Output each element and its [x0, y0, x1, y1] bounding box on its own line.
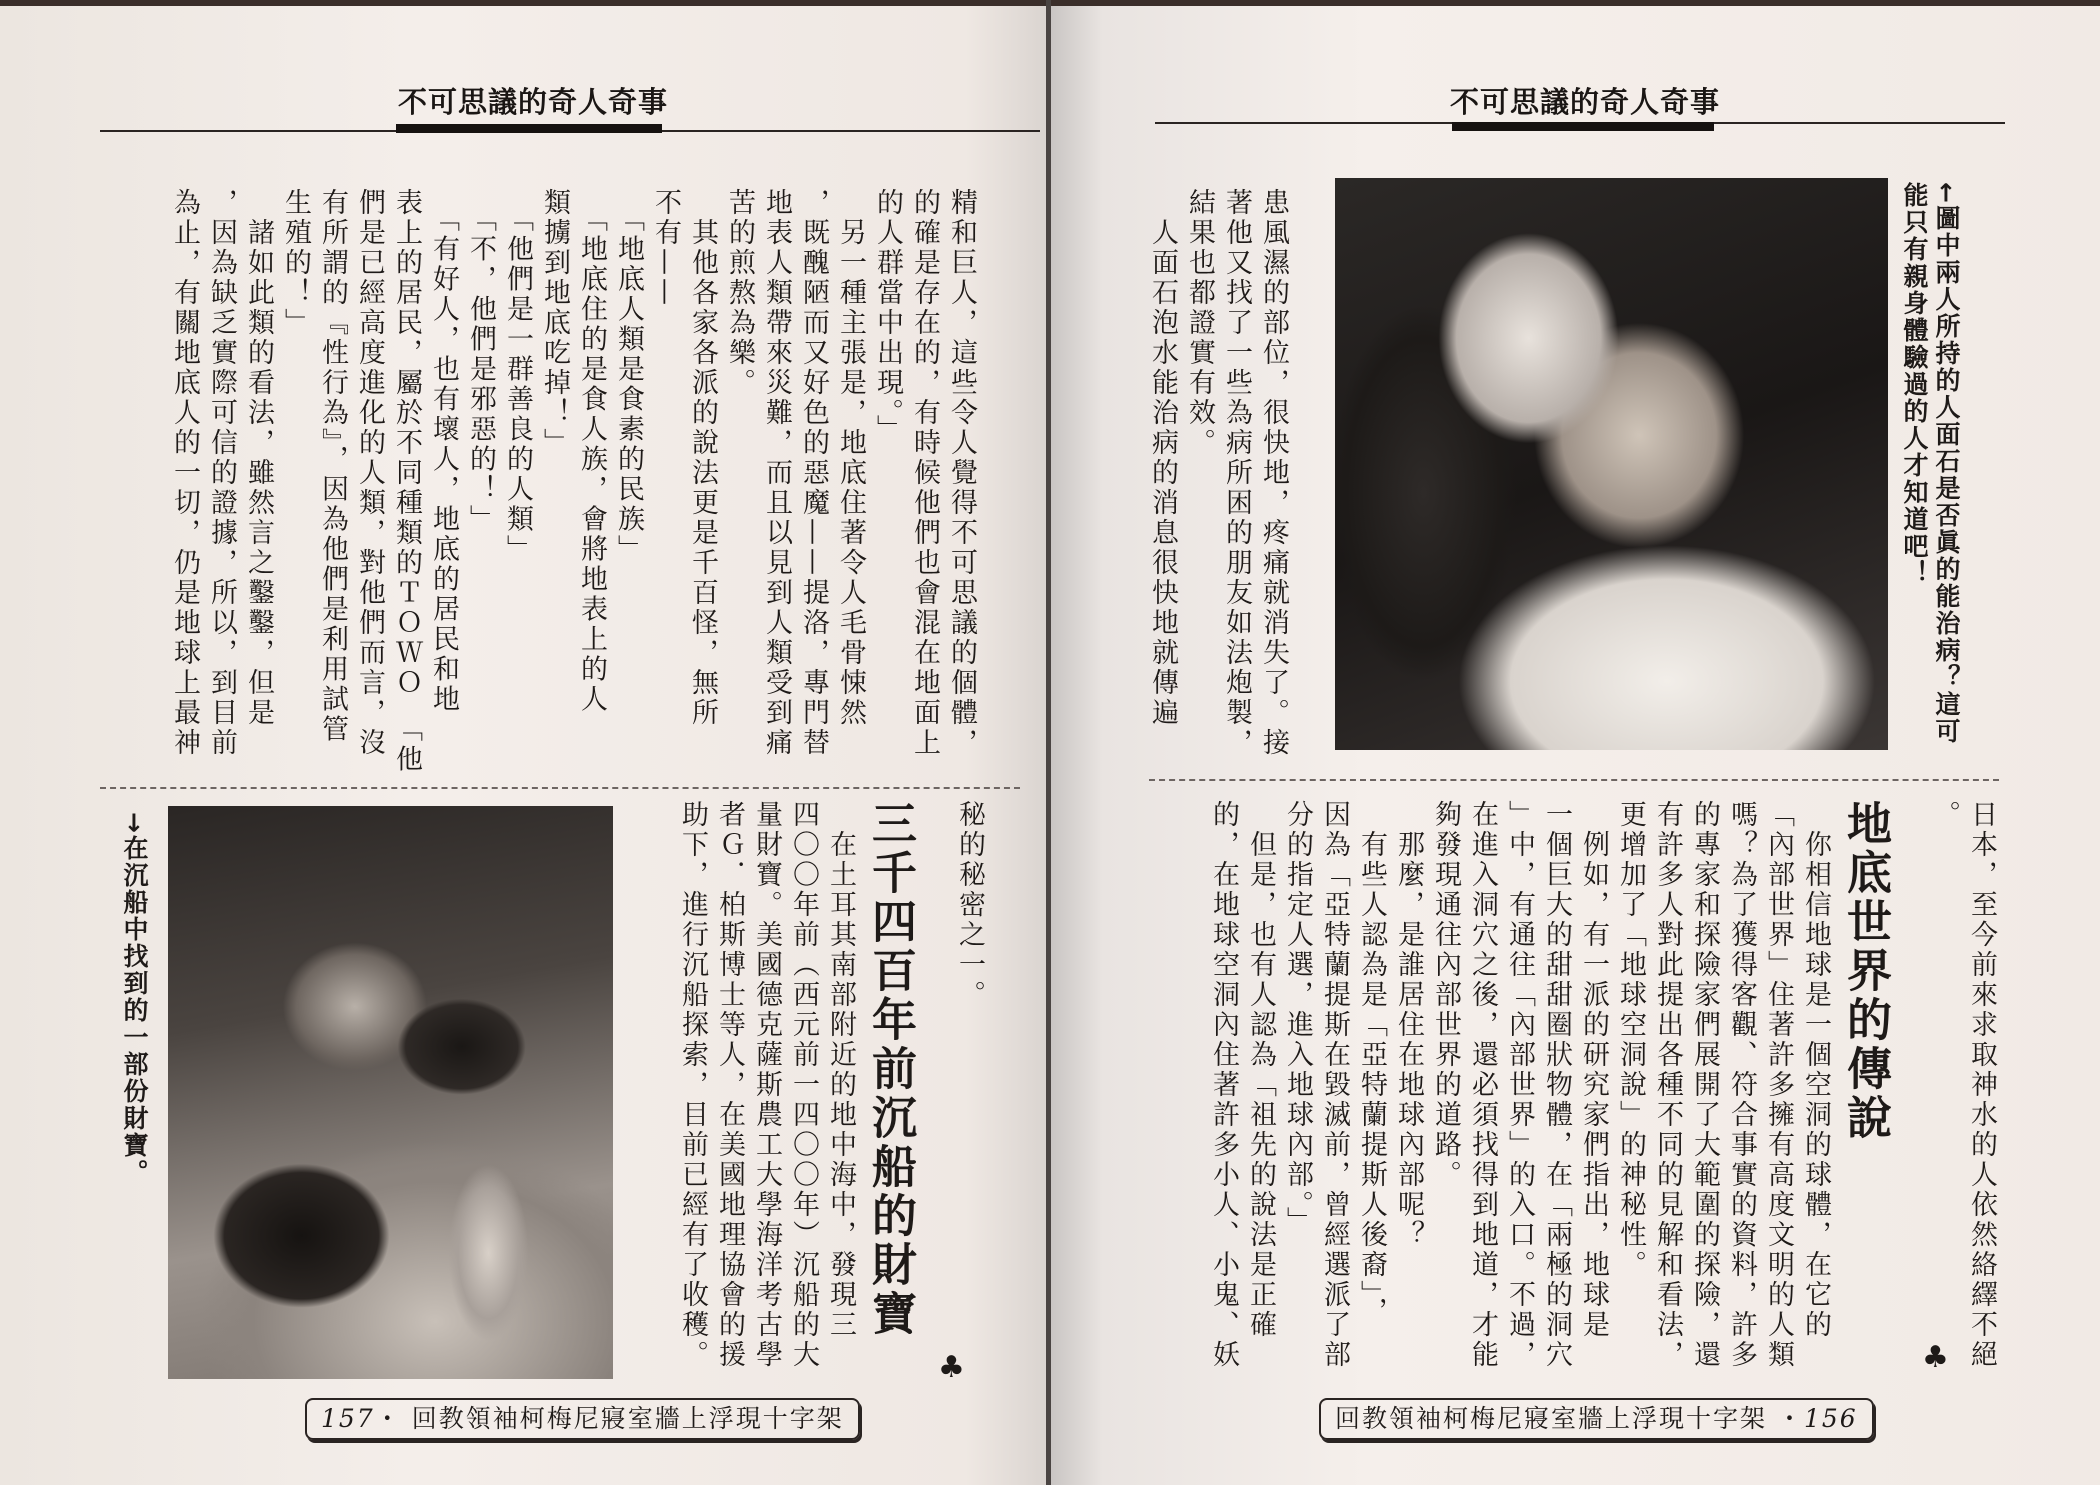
text-column: ，因為缺乏實際可信的證據，所以，到目前	[206, 188, 237, 758]
text-column: 四〇〇年前（西元前一四〇〇年）沉船的大	[788, 800, 819, 1370]
text-column: 者Ｇ．柏斯博士等人，在美國地理協會的援	[714, 800, 745, 1370]
text-column: 「有好人，也有壞人，地底的居民和地	[428, 188, 459, 715]
photo-caption-right	[1898, 182, 1962, 745]
text-column: 人面石泡水能治病的消息很快地就傳遍	[1147, 188, 1178, 728]
text-column: 「他們是一群善良的人類」	[502, 188, 533, 565]
photo-caption-line: 能只有親身體驗過的人才知道吧！	[1900, 182, 1929, 587]
text-column: 的確是存在的，有時候他們也會混在地面上	[909, 188, 940, 758]
text-column: 有所謂的『性行為』，因為他們是利用試管	[317, 188, 348, 745]
page-number: 157	[321, 1404, 375, 1433]
text-column: 精和巨人，這些令人覺得不可思議的個體，	[946, 188, 977, 758]
text-column: 的人群當中出現。」	[872, 188, 903, 445]
text-column: 有些人認為是「亞特蘭提斯人後裔」，	[1356, 800, 1387, 1327]
left-header-bar	[396, 124, 662, 133]
footer-separator: ・	[1776, 1404, 1804, 1433]
photo-caption-left	[118, 812, 150, 1186]
text-column: 嗎？為了獲得客觀、符合事實的資料，許多	[1726, 800, 1757, 1370]
shipwreck-treasure-photo	[168, 806, 613, 1379]
text-column: 量財寶。美國德克薩斯農工大學海洋考古學	[751, 800, 782, 1370]
text-column: 分的指定人選，進入地球內部。」	[1282, 800, 1313, 1237]
chapter-title: 回教領袖柯梅尼寢室牆上浮現十字架	[411, 1404, 844, 1433]
text-column: 類擄到地底吃掉！」	[539, 188, 570, 458]
text-column: 的，在地球空洞內住著許多小人、小鬼、妖	[1208, 800, 1239, 1370]
text-column: 表上的居民，屬於不同種類的ＴＯＷＯ 「他	[391, 188, 422, 775]
text-column: 因為「亞特蘭提斯在毀滅前，曾經選派了部	[1319, 800, 1350, 1370]
text-column: 更增加了「地球空洞說」的神秘性。	[1615, 800, 1646, 1280]
text-column: 「內部世界」住著許多擁有高度文明的人類	[1763, 800, 1794, 1370]
text-column: 在土耳其南部附近的地中海中，發現三	[825, 800, 856, 1340]
text-column: 」中，有通往「內部世界」的入口。不過，	[1504, 800, 1535, 1370]
section-title: 地底世界的傳說	[1839, 800, 1892, 1143]
lead-column: 。	[1929, 800, 1960, 830]
text-column: 諸如此類的看法，雖然言之鑿鑿，但是	[243, 188, 274, 728]
right-header-bar	[1452, 122, 1714, 131]
text-column: 苦的煎熬為樂。	[724, 188, 755, 398]
text-column: 但是，也有人認為「祖先的說法是正確	[1245, 800, 1276, 1340]
text-column: 「不，他們是邪惡的！」	[465, 188, 496, 535]
text-column: 夠發現通往內部世界的道路。	[1430, 800, 1461, 1190]
text-column: 結果也都證實有效。	[1184, 188, 1215, 458]
right-section-divider	[1149, 779, 1999, 781]
text-column: 一個巨大的甜甜圈狀物體，在「兩極的洞穴	[1541, 800, 1572, 1370]
text-column: 患風濕的部位，很快地，疼痛就消失了。接	[1258, 188, 1289, 758]
right-running-title: 不可思議的奇人奇事	[1450, 85, 1721, 119]
photo-caption-text: 在沉船中找到的一部份財寶。	[120, 834, 149, 1186]
text-column: 為止，有關地底人的一切，仍是地球上最神	[169, 188, 200, 758]
club-end-mark-icon: ♣	[1922, 1340, 1949, 1375]
text-column: 不有——	[650, 188, 681, 308]
text-column: 另一種主張是，地底住著令人毛骨悚然	[835, 188, 866, 728]
left-running-title: 不可思議的奇人奇事	[398, 85, 669, 119]
text-column: 在進入洞穴之後，還必須找得到地道，才能	[1467, 800, 1498, 1370]
arrow-right-icon: →	[120, 812, 149, 835]
text-column: 助下，進行沉船探索，目前已經有了收穫。	[677, 800, 708, 1370]
club-end-mark-icon: ♣	[938, 1350, 965, 1385]
lead-column: 日本，至今前來求取神水的人依然絡繹不絕	[1966, 800, 1997, 1370]
page-number: 156	[1803, 1404, 1858, 1433]
text-column: ，既醜陋而又好色的惡魔——提洛，專門替	[798, 188, 829, 758]
left-lower-text	[674, 800, 988, 1390]
text-column: 著他又找了一些為病所困的朋友如法炮製，	[1221, 188, 1252, 758]
text-column: 有許多人對此提出各種不同的見解和看法，	[1652, 800, 1683, 1370]
text-column: 地表人類帶來災難，而且以見到人類受到痛	[761, 188, 792, 758]
section-title: 三千四百年前沉船的財寶	[864, 800, 917, 1339]
book-spine-fold	[1046, 0, 1051, 1485]
text-column: 們是已經高度進化的人類，對他們而言，沒	[354, 188, 385, 758]
photo-caption-line: 圖中兩人所持的人面石是否眞的能治病？這可	[1932, 204, 1961, 745]
chapter-title: 回教領袖柯梅尼寢室牆上浮現十字架	[1335, 1404, 1768, 1433]
text-column: 那麼，是誰居住在地球內部呢？	[1393, 800, 1424, 1250]
left-section-divider	[100, 787, 1020, 789]
text-column: 其他各家各派的說法更是千百怪，無所	[687, 188, 718, 728]
text-column: 你相信地球是一個空洞的球體，在它的	[1800, 800, 1831, 1340]
right-footer	[1319, 1398, 1874, 1440]
left-footer	[305, 1398, 860, 1440]
right-upper-text	[1144, 188, 1292, 778]
text-column: 的專家和探險家們展開了大範圍的探險，還	[1689, 800, 1720, 1370]
face-stone-healing-photo	[1335, 178, 1888, 750]
right-lower-text	[1205, 800, 2000, 1390]
text-column: 「地底住的是食人族，會將地表上的人	[576, 188, 607, 715]
text-column: 生殖的！」	[280, 188, 311, 338]
text-column: 「地底人類是食素的民族」	[613, 188, 644, 565]
arrow-left-icon: ←	[1932, 182, 1961, 205]
footer-separator: ・	[374, 1404, 402, 1433]
left-upper-text	[166, 188, 980, 778]
text-column: 例如，有一派的研究家們指出，地球是	[1578, 800, 1609, 1340]
continuation-text: 秘的秘密之一。	[954, 800, 985, 1010]
